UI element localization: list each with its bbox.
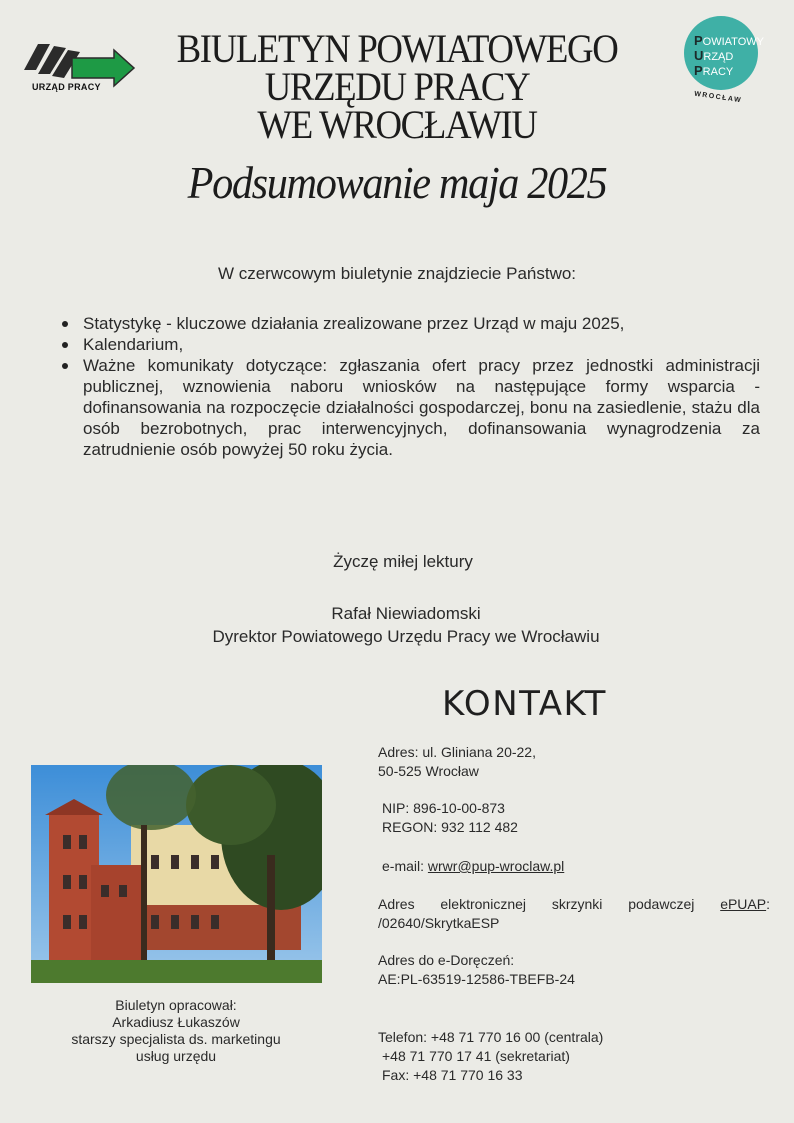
- edoreczenia-block: [378, 951, 770, 989]
- credits-line: usług urzędu: [135, 1048, 217, 1064]
- logo-left-text: URZĄD PRACY: [32, 82, 101, 92]
- title-line: WE WROCŁAWIU: [257, 102, 537, 147]
- credits-line: Biuletyn opracował:: [115, 997, 237, 1013]
- closing-wish: Życzę miłej lektury: [333, 552, 473, 571]
- director-name: Rafał Niewiadomski: [331, 604, 481, 623]
- logo-city: WROCŁAW: [693, 90, 743, 105]
- logo-line: POWIATOWY: [694, 33, 764, 48]
- fax: Fax: +48 71 770 16 33: [382, 1067, 523, 1083]
- logo-line: URZĄD: [694, 48, 734, 63]
- logo-line: PRACY: [694, 63, 734, 78]
- edoreczenia-label: Adres do e-Doręczeń:: [378, 952, 515, 968]
- phone-secretariat: +48 71 770 17 41 (sekretariat): [382, 1048, 570, 1064]
- address-block: [378, 743, 770, 781]
- edoreczenia-value: AE:PL-63519-12586-TBEFB-24: [378, 971, 575, 987]
- pup-wroclaw-logo: [682, 14, 782, 106]
- phone-block: [378, 1028, 770, 1085]
- logo-right-lines: [694, 34, 786, 79]
- email-block: [378, 857, 770, 876]
- intro-text: W czerwcowym biuletynie znajdziecie Państwo:: [217, 264, 577, 283]
- page-title: [161, 26, 634, 147]
- nip: NIP: 896-10-00-873: [382, 800, 505, 816]
- contents-list: [58, 313, 760, 460]
- list-item: Statystykę - kluczowe działania zrealizowane przez Urząd w maju 2025,: [58, 313, 760, 334]
- credits-line: starszy specjalista ds. marketingu: [71, 1031, 281, 1047]
- page-subtitle: Podsumowanie maja 2025: [187, 157, 607, 208]
- tax-block: [378, 799, 770, 837]
- epuap-block: [378, 895, 770, 933]
- epuap-value: /02640/SkrytkaESP: [378, 915, 500, 931]
- credits-line: Arkadiusz Łukaszów: [112, 1014, 240, 1030]
- email-label: e-mail:: [382, 858, 428, 874]
- list-item: Ważne komunikaty dotyczące: zgłaszania ofert pracy przez jednostki administracji publicznej, wznowienia naboru wniosków na następujące formy wsparcia - dofinansowania na rozpoczęcie działalności gospodarczej, bonu na zasiedlenie, stażu dla osób bezrobotnych, prac interwencyjnych, dofinansowania wynagrodzenia za zatrudnienie osób powyżej 50 roku życia.: [58, 355, 760, 460]
- address-line: Adres: ul. Gliniana 20-22,: [378, 744, 536, 760]
- address-line: 50-525 Wrocław: [378, 763, 479, 779]
- regon: REGON: 932 112 482: [382, 819, 518, 835]
- signature: [0, 602, 794, 648]
- email-link[interactable]: wrwr@pup-wroclaw.pl: [427, 858, 565, 874]
- title-line: BIULETYN POWIATOWEGO: [176, 26, 618, 71]
- phone-central: Telefon: +48 71 770 16 00 (centrala): [378, 1029, 604, 1045]
- title-line: URZĘDU PRACY: [264, 64, 530, 109]
- director-role: Dyrektor Powiatowego Urzędu Pracy we Wrocławiu: [212, 627, 600, 646]
- credits: [30, 997, 322, 1065]
- building-photo: [31, 765, 322, 983]
- epuap-line: Adres elektronicznej skrzynki podawczej ePUAP:: [378, 896, 770, 912]
- list-item: Kalendarium,: [58, 334, 760, 355]
- urzad-pracy-logo: [24, 36, 142, 98]
- contact-heading: KONTAKT: [442, 684, 607, 724]
- epuap-link[interactable]: ePUAP: [720, 896, 767, 912]
